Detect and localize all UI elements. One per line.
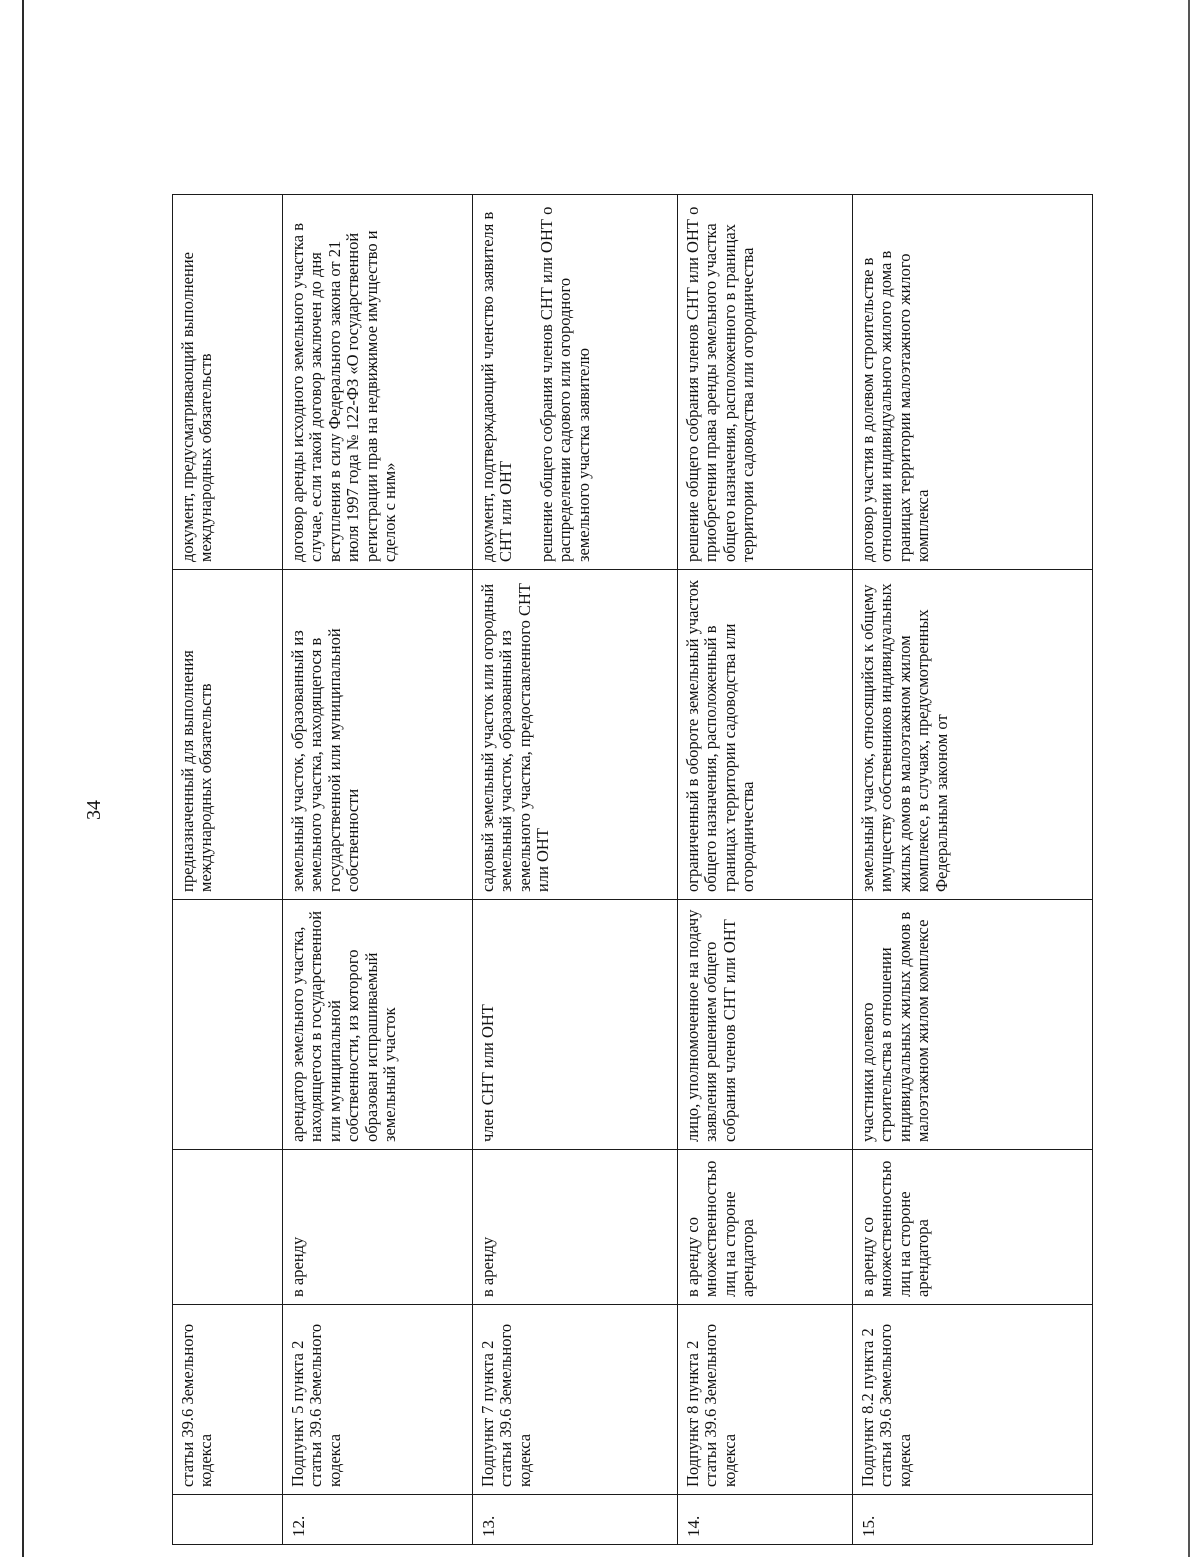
type-cell: в аренду со множественностью лиц на стороне арендатора	[678, 1150, 853, 1305]
documents-cell	[473, 195, 678, 570]
table-row	[678, 195, 853, 1545]
scan-left-edge	[22, 0, 24, 1557]
spacer	[516, 202, 538, 562]
plot-cell: ограниченный в обороте земельный участок общего назначения, расположенный в границах территории садоводства или огородничества	[678, 570, 853, 900]
basis-cell: Подпункт 8 пункта 2 статьи 39.6 Земельного кодекса	[678, 1305, 853, 1495]
table-row	[473, 195, 678, 1545]
type-cell: в аренду	[283, 1150, 473, 1305]
basis-cell: Подпункт 8.2 пункта 2 статьи 39.6 Земельного кодекса	[853, 1305, 1093, 1495]
type-cell	[173, 1150, 283, 1305]
basis-cell: статьи 39.6 Земельного кодекса	[173, 1305, 283, 1495]
rotated-table-wrapper	[172, 195, 1092, 1545]
plot-cell: земельный участок, относящийся к общему имуществу собственников индивидуальных жилых домов в малоэтажном жилом комплексе, в случаях, предусмотренных Федеральным законом от	[853, 570, 1093, 900]
documents-cell	[678, 195, 853, 570]
applicant-cell	[173, 900, 283, 1150]
applicant-cell: участники долевого строительства в отношении индивидуальных жилых домов в малоэтажном жилом комплексе	[853, 900, 1093, 1150]
land-plot-table	[172, 194, 1093, 1545]
table-row	[853, 195, 1093, 1545]
applicant-cell: член СНТ или ОНТ	[473, 900, 678, 1150]
document-item: договор аренды исходного земельного участка в случае, если такой договор заключен до дня вступления в силу Федерального закона от 21 июля 1997 года № 122-ФЗ «О государственной регистрации прав на недвижимое имущество и сделок с ним»	[288, 222, 400, 562]
table-row	[283, 195, 473, 1545]
table-row-continuation	[173, 195, 283, 1545]
type-cell: в аренду со множественностью лиц на стороне арендатора	[853, 1150, 1093, 1305]
applicant-cell: лицо, уполномоченное на подачу заявления решением общего собрания членов СНТ или ОНТ	[678, 900, 853, 1150]
documents-cell	[853, 195, 1093, 570]
row-number-cell: 13.	[473, 1495, 678, 1545]
scan-right-edge	[1188, 0, 1190, 1557]
plot-cell: предназначенный для выполнения международных обязательств	[173, 570, 283, 900]
plot-cell: садовый земельный участок или огородный земельный участок, образованный из земельного участка, предоставленного СНТ или ОНТ	[473, 570, 678, 900]
basis-cell: Подпункт 5 пункта 2 статьи 39.6 Земельного кодекса	[283, 1305, 473, 1495]
document-item: документ, подтверждающий членство заявителя в СНТ или ОНТ	[478, 211, 516, 562]
document-item: решение общего собрания членов СНТ или ОНТ о приобретении права аренды земельного участка общего назначения, расположенного в границах территории садоводства или огородничества	[683, 206, 758, 562]
document-item: решение общего собрания членов СНТ или ОНТ о распределении садового или огородного земельного участка заявителю	[536, 206, 593, 562]
page-number: 34	[83, 800, 105, 820]
row-number-cell	[173, 1495, 283, 1545]
plot-cell: земельный участок, образованный из земельного участка, находящегося в государственной или муниципальной собственности	[283, 570, 473, 900]
row-number-cell: 14.	[678, 1495, 853, 1545]
documents-cell	[283, 195, 473, 570]
basis-cell: Подпункт 7 пункта 2 статьи 39.6 Земельного кодекса	[473, 1305, 678, 1495]
applicant-cell: арендатор земельного участка, находящегося в государственной или муниципальной собственности, из которого образован испрашиваемый земельный участок	[283, 900, 473, 1150]
document-item: договор участия в долевом строительстве в отношении индивидуального жилого дома в границах территории малоэтажного жилого комплекса	[858, 250, 933, 562]
row-number-cell: 12.	[283, 1495, 473, 1545]
documents-cell: документ, предусматривающий выполнение международных обязательств	[173, 195, 283, 570]
row-number-cell: 15.	[853, 1495, 1093, 1545]
type-cell: в аренду	[473, 1150, 678, 1305]
